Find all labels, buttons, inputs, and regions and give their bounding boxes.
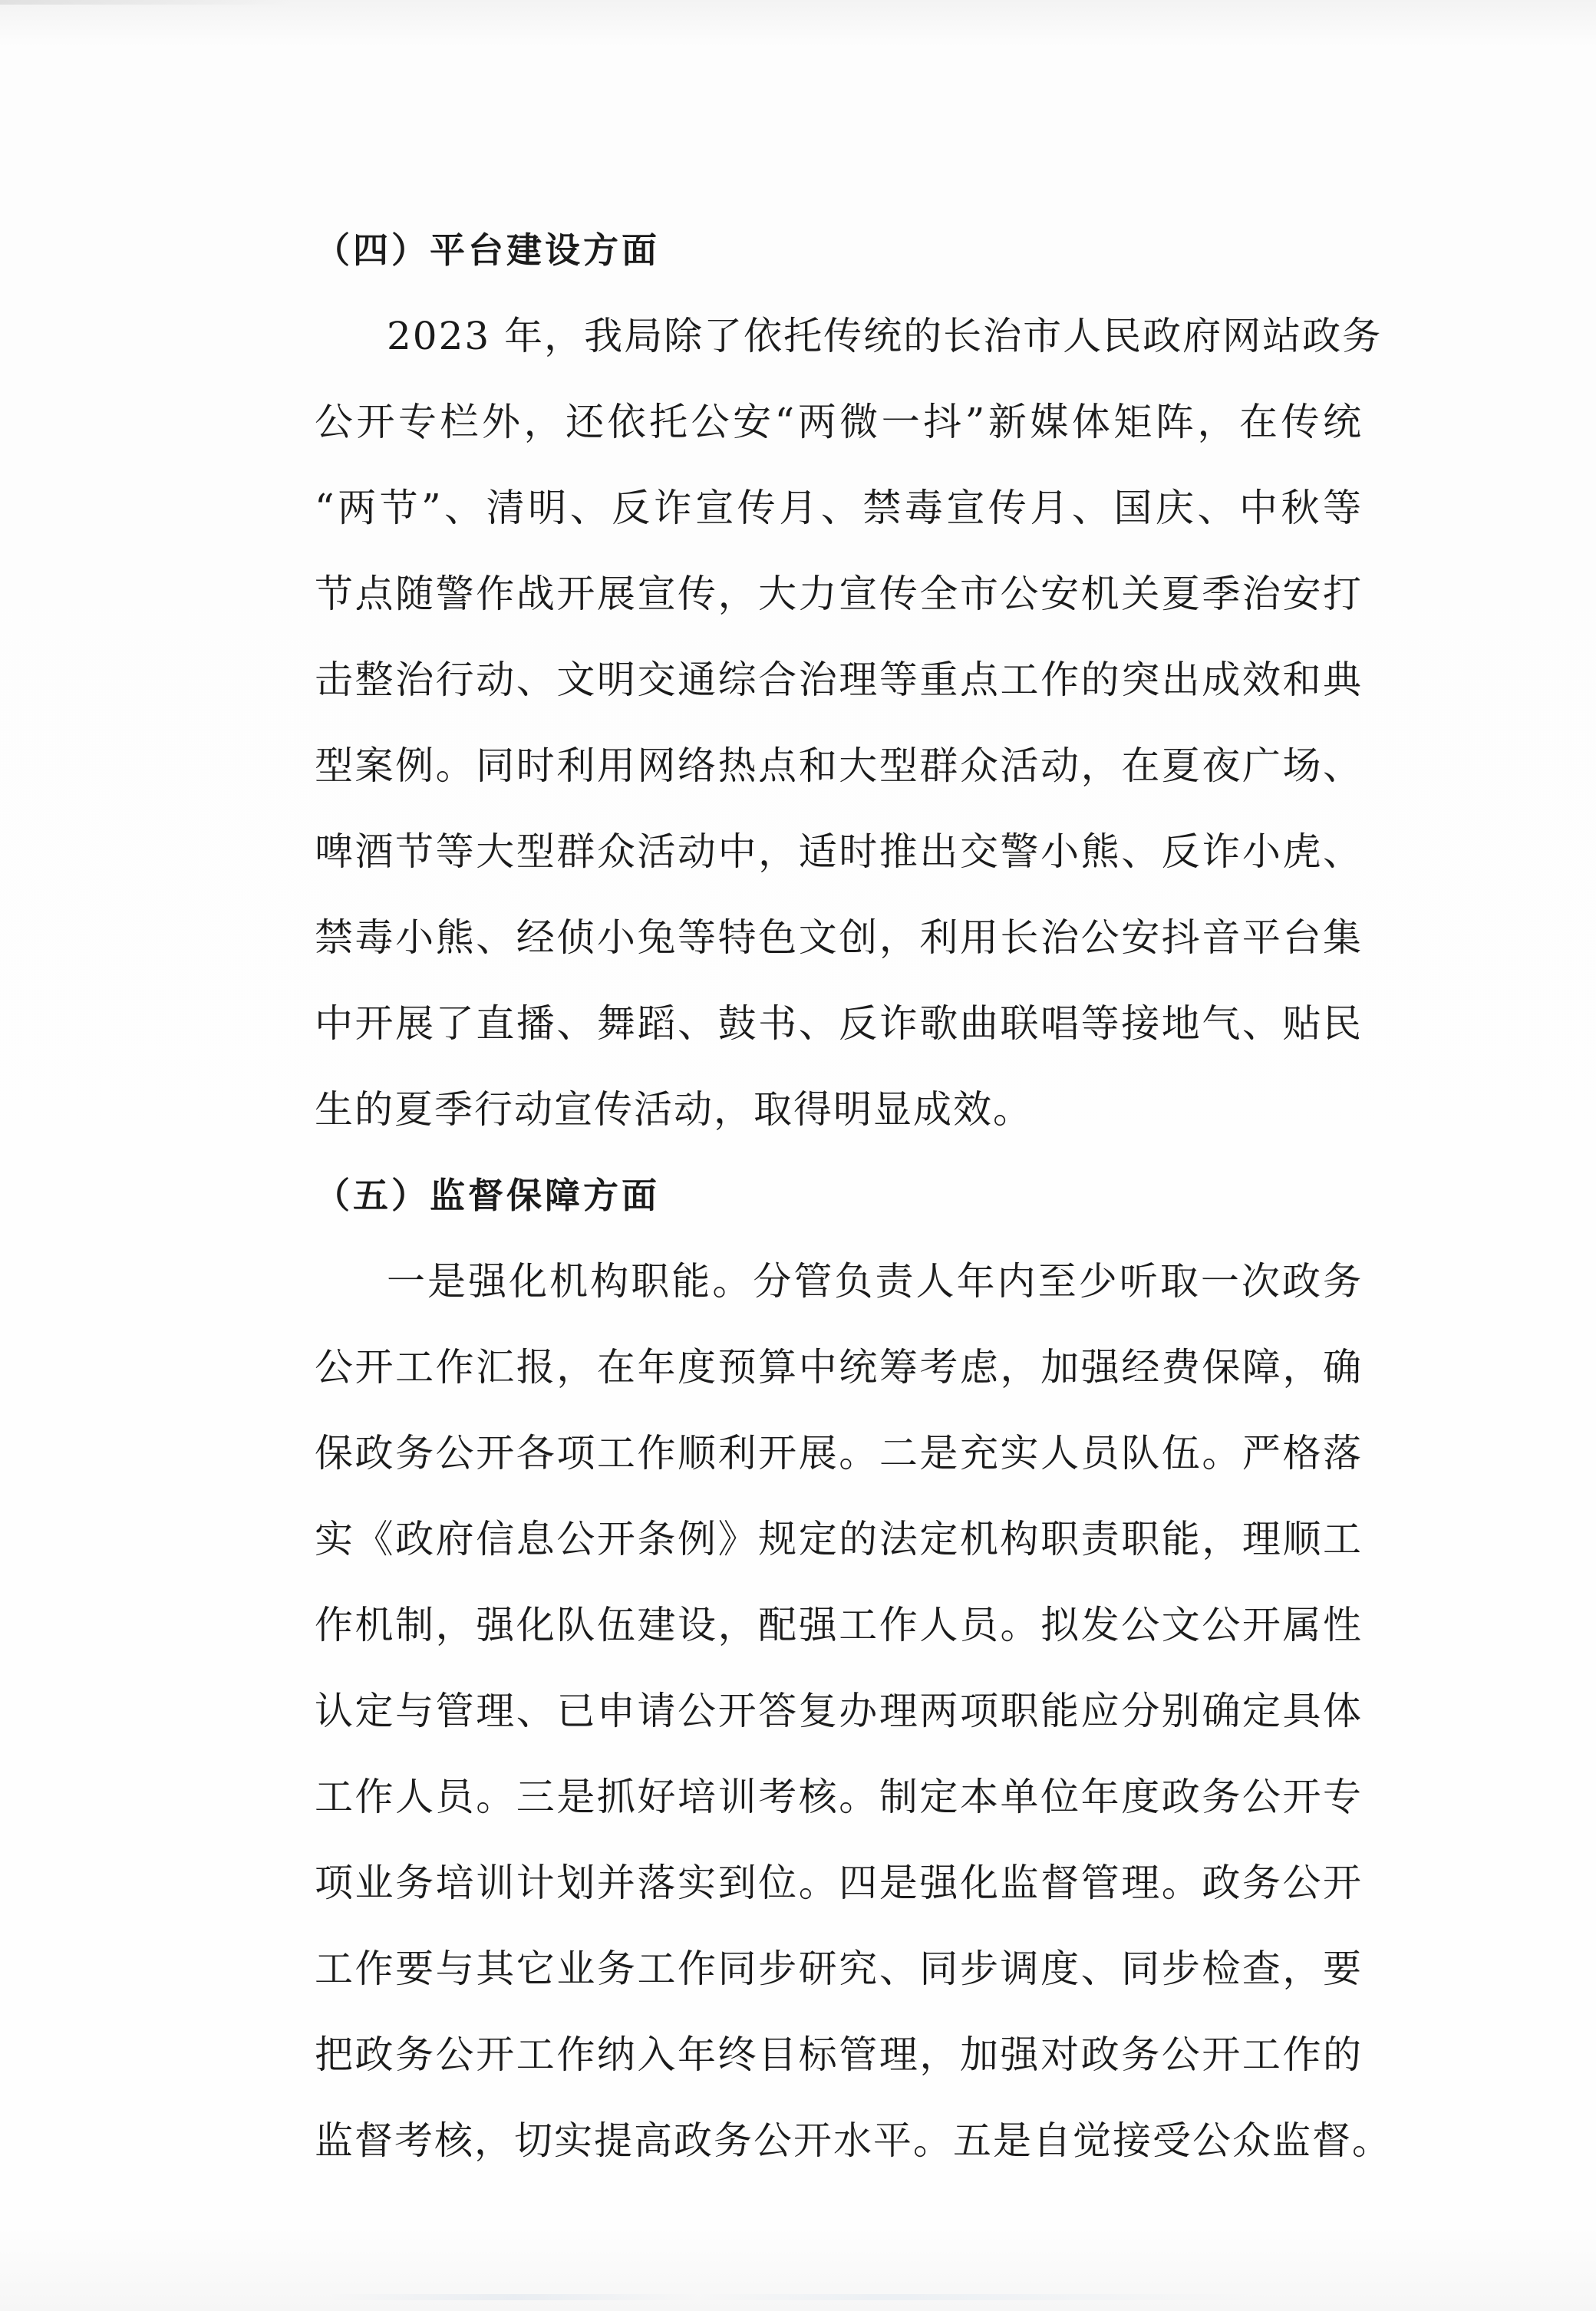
text-line: 禁毒小熊、经侦小兔等特色文创，利用长治公安抖音平台集 bbox=[315, 915, 1363, 960]
text-line: 型案例。同时利用网络热点和大型群众活动，在夏夜广场、 bbox=[315, 743, 1363, 788]
text-line: 2023 年，我局除了依托传统的长治市人民政府网站政务 bbox=[387, 314, 1383, 358]
text-line: “两节”、清明、反诈宣传月、禁毒宣传月、国庆、中秋等 bbox=[315, 486, 1363, 530]
text-line: 击整治行动、文明交通综合治理等重点工作的突出成效和典 bbox=[315, 658, 1363, 702]
text-line: 公开专栏外，还依托公安“两微一抖”新媒体矩阵，在传统 bbox=[315, 400, 1363, 444]
text-line: 认定与管理、已申请公开答复办理两项职能应分别确定具体 bbox=[315, 1689, 1363, 1733]
scan-edge-artifact bbox=[330, 2294, 1251, 2300]
section-heading-supervision: （五）监督保障方面 bbox=[315, 1175, 660, 1216]
document-body bbox=[242, 207, 1392, 2184]
text-line: 监督考核，切实提高政务公开水平。五是自觉接受公众监督。 bbox=[315, 2118, 1392, 2163]
paragraph-supervision bbox=[242, 1238, 1392, 2184]
text-line: 保政务公开各项工作顺利开展。二是充实人员队伍。严格落 bbox=[315, 1431, 1363, 1475]
text-line: 中开展了直播、舞蹈、鼓书、反诈歌曲联唱等接地气、贴民 bbox=[315, 1001, 1363, 1046]
paragraph-platform bbox=[242, 293, 1383, 1152]
scan-edge-artifact bbox=[0, 0, 292, 5]
text-line: 作机制，强化队伍建设，配强工作人员。拟发公文公开属性 bbox=[315, 1603, 1363, 1647]
text-line: 工作人员。三是抓好培训考核。制定本单位年度政务公开专 bbox=[315, 1775, 1363, 1819]
text-line: 工作要与其它业务工作同步研究、同步调度、同步检查，要 bbox=[315, 1947, 1363, 1991]
text-line: 一是强化机构职能。分管负责人年内至少听取一次政务 bbox=[387, 1259, 1363, 1304]
text-line: 把政务公开工作纳入年终目标管理，加强对政务公开工作的 bbox=[315, 2032, 1363, 2077]
text-line: 项业务培训计划并落实到位。四是强化监督管理。政务公开 bbox=[315, 1861, 1363, 1905]
section-heading-platform: （四）平台建设方面 bbox=[315, 229, 660, 271]
text-line: 啤酒节等大型群众活动中，适时推出交警小熊、反诈小虎、 bbox=[315, 829, 1363, 874]
text-line: 实《政府信息公开条例》规定的法定机构职责职能，理顺工 bbox=[315, 1517, 1363, 1561]
text-line: 节点随警作战开展宣传，大力宣传全市公安机关夏季治安打 bbox=[315, 572, 1363, 616]
text-line: 公开工作汇报，在年度预算中统筹考虑，加强经费保障，确 bbox=[315, 1345, 1363, 1390]
text-line: 生的夏季行动宣传活动，取得明显成效。 bbox=[315, 1087, 1033, 1132]
